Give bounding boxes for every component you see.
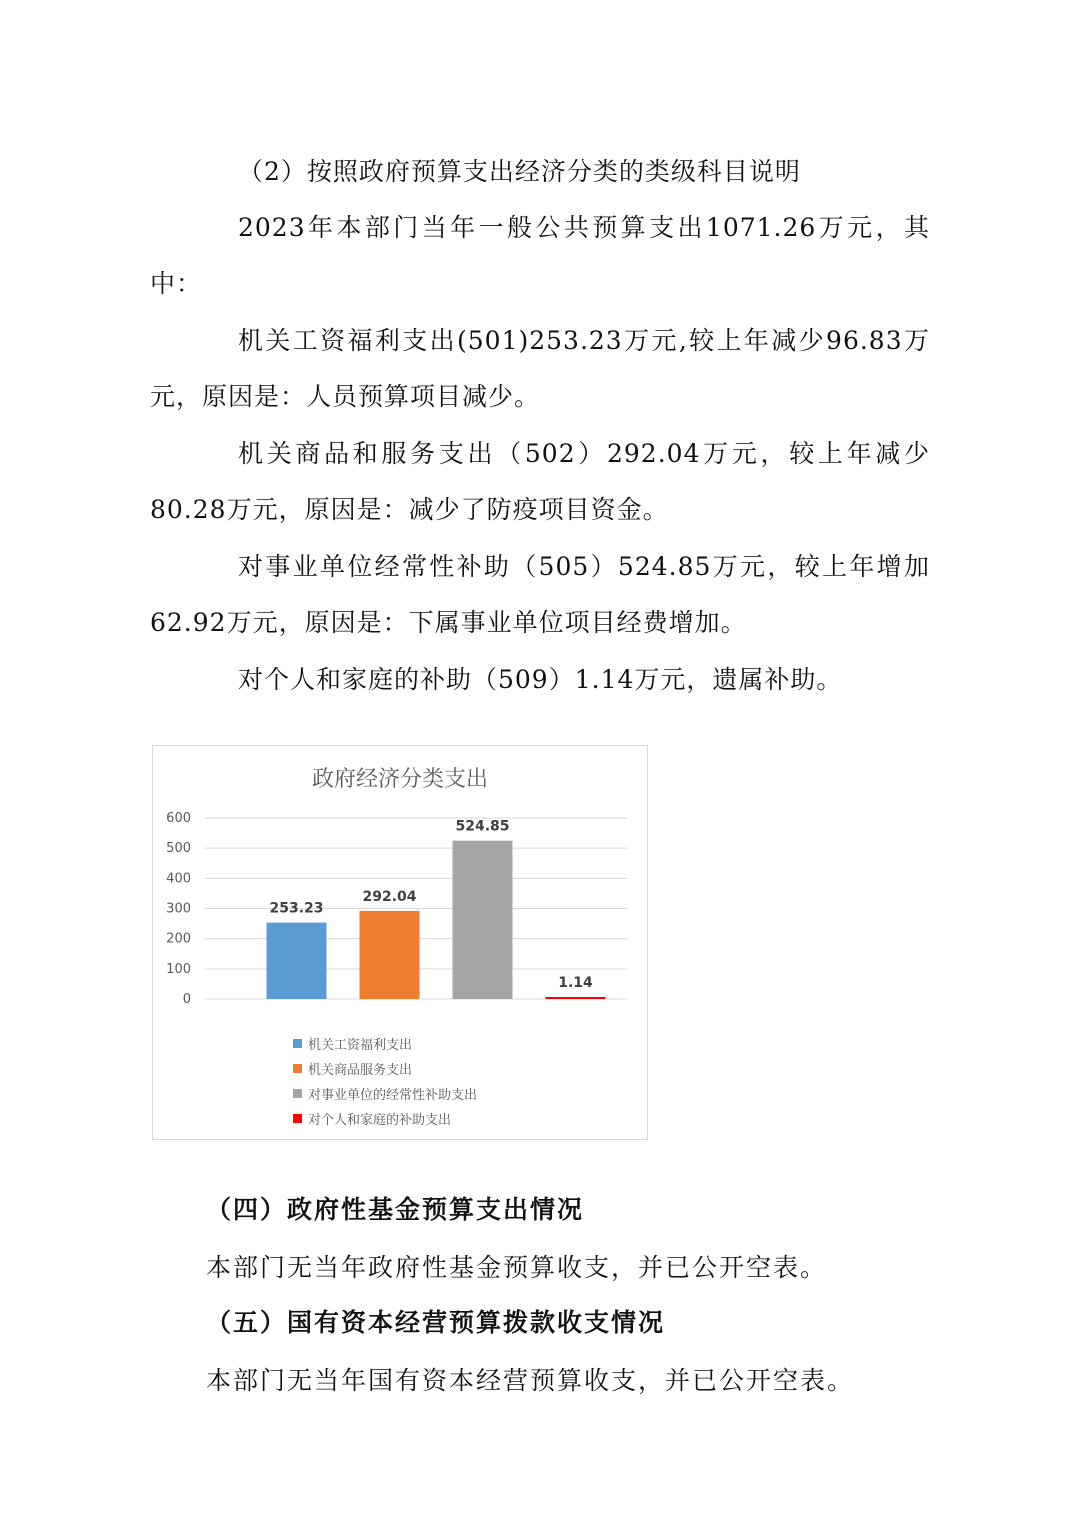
legend-label: 机关工资福利支出 <box>308 1038 413 1053</box>
legend-item <box>293 1081 477 1106</box>
item-505-paragraph: 对事业单位经常性补助（505）524.85万元，较上年增加62.92万元，原因是：下属事业单位项目经费增加。 <box>150 552 930 637</box>
legend-label: 机关商品服务支出 <box>308 1063 413 1078</box>
subsection-title: （2）按照政府预算支出经济分类的类级科目说明 <box>238 157 801 186</box>
y-tick-label: 600 <box>166 811 191 826</box>
chart-legend <box>293 1031 477 1131</box>
item-502-paragraph: 机关商品和服务支出（502）292.04万元，较上年减少80.28万元，原因是：减少了防疫项目资金。 <box>150 439 930 524</box>
y-tick-label: 500 <box>166 841 191 857</box>
y-tick-label: 400 <box>166 871 191 887</box>
legend-swatch <box>293 1114 302 1123</box>
bar-2 <box>360 911 420 999</box>
legend-swatch <box>293 1089 302 1098</box>
section5-body: 本部门无当年国有资本经营预算收支，并已公开空表。 <box>206 1366 855 1395</box>
legend-swatch <box>293 1064 302 1073</box>
section4-body: 本部门无当年政府性基金预算收支，并已公开空表。 <box>206 1253 828 1282</box>
legend-item <box>293 1056 477 1081</box>
section4-heading: （四）政府性基金预算支出情况 <box>206 1195 585 1224</box>
y-tick-label: 200 <box>166 931 191 947</box>
bar-value-label: 1.14 <box>558 975 593 991</box>
legend-swatch <box>293 1039 302 1048</box>
item-501-paragraph: 机关工资福利支出(501)253.23万元,较上年减少96.83万元，原因是：人员预算项目减少。 <box>150 326 930 411</box>
summary-paragraph: 2023年本部门当年一般公共预算支出1071.26万元，其中： <box>150 213 930 298</box>
expenditure-chart <box>152 745 648 1140</box>
bar-value-label: 524.85 <box>455 818 510 835</box>
section5-heading: （五）国有资本经营预算拨款收支情况 <box>206 1308 666 1337</box>
y-tick-label: 100 <box>166 961 191 977</box>
bar-value-label: 253.23 <box>269 900 324 917</box>
item-509-paragraph: 对个人和家庭的补助（509）1.14万元，遗属补助。 <box>238 665 843 694</box>
y-tick-label: 300 <box>166 901 191 917</box>
legend-item <box>293 1031 477 1056</box>
legend-label: 对事业单位的经常性补助支出 <box>308 1088 478 1103</box>
bar-value-label: 292.04 <box>362 888 417 905</box>
bar-4 <box>546 997 606 999</box>
y-tick-label: 0 <box>182 992 191 1007</box>
bar-3 <box>453 841 513 999</box>
legend-item <box>293 1106 477 1131</box>
bar-1 <box>267 923 327 999</box>
chart-title: 政府经济分类支出 <box>311 767 489 792</box>
legend-label: 对个人和家庭的补助支出 <box>308 1113 452 1128</box>
